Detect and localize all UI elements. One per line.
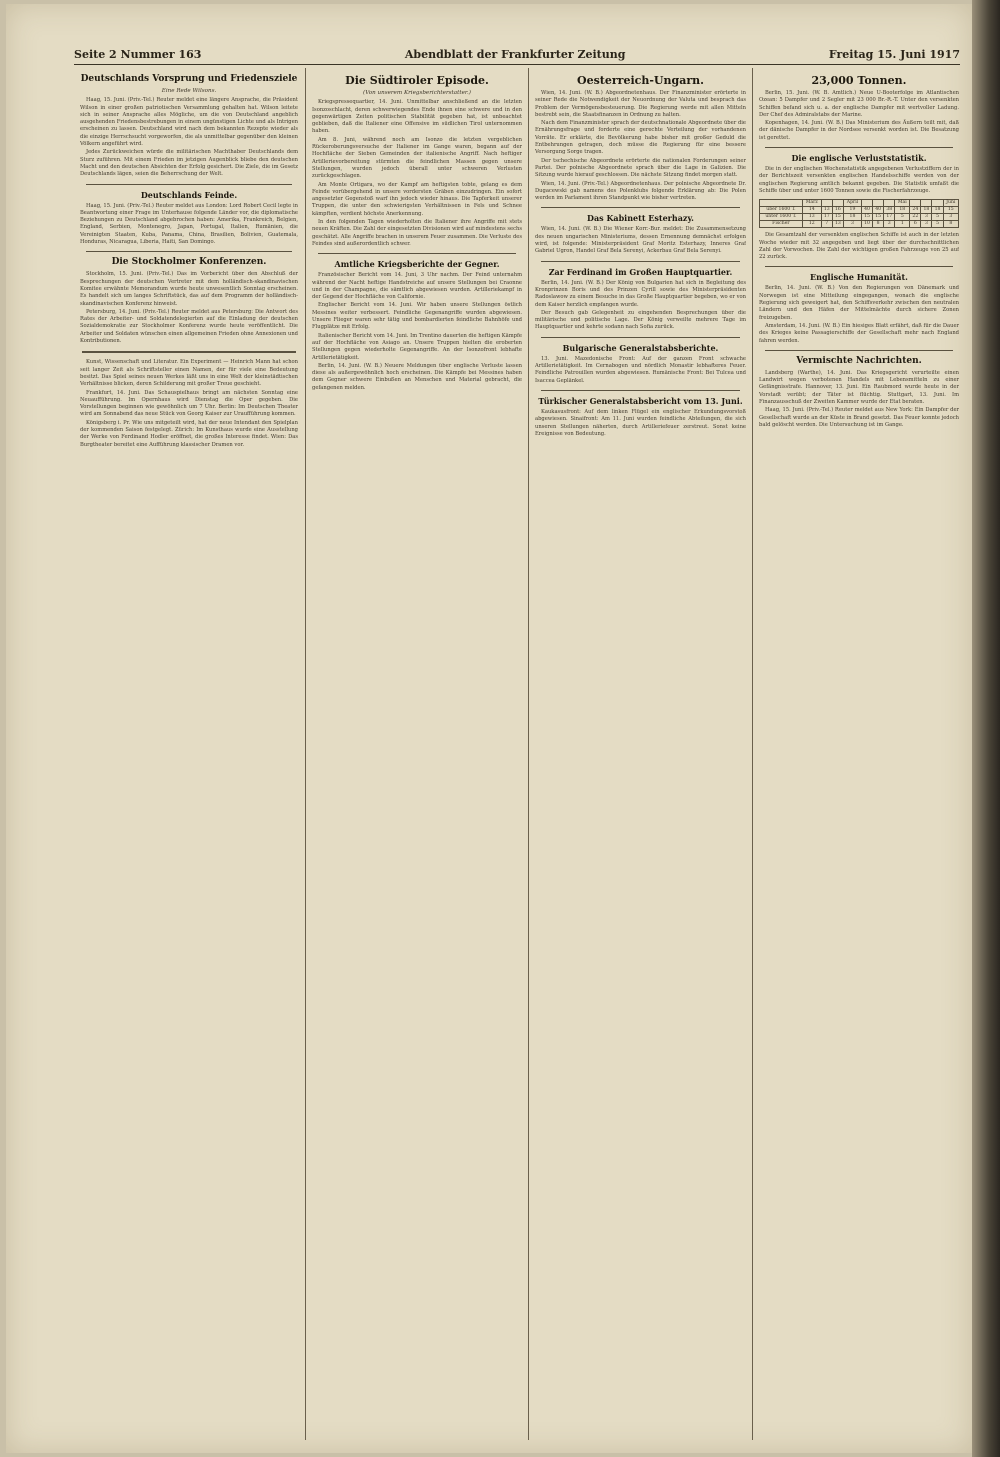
table-header-cell: [832, 200, 843, 207]
column-2: [312, 70, 522, 1440]
table-cell: 16: [832, 207, 843, 214]
header-page-number: Seite 2 Nummer 163: [74, 47, 202, 61]
table-cell: 13: [802, 214, 821, 221]
column-4: [759, 70, 959, 1440]
table-row: [760, 207, 959, 214]
article-paragraph: Am Monte Ortigara, wo der Kampf am heftigsten tobte, gelang es dem Feinde vorübergehend in unsere vordersten Gräben einzudringen. Ein sofort angesetzter Gegenstoß warf ihn jedoch wieder hinaus. Die Tapferkeit unserer Truppen, die unter den schwierigsten Verhältnissen in Fels und Schnee kämpften, verdient höchste Anerkennung.: [312, 181, 522, 217]
header-date: Freitag 15. Juni 1917: [828, 47, 960, 61]
article-paragraph: In den folgenden Tagen wiederholten die Italiener ihre Angriffe mit stets neuen Kräften. Die Zahl der eingesetzten Divisionen wird auf mindestens sechs geschätzt. Alle Angriffe brachen in unserem Feuer zusammen. Die Verluste des Feindes sind außerordentlich schwer.: [312, 219, 522, 247]
headline-feinde: Deutschlands Feinde.: [140, 189, 238, 200]
section-divider: [86, 184, 292, 185]
table-cell: Fischer: [760, 221, 803, 228]
table-cell: 17: [884, 214, 895, 221]
section-divider: [541, 337, 740, 338]
table-cell: 5: [932, 221, 943, 228]
column-rule: [528, 68, 529, 1440]
table-cell: 5: [895, 214, 910, 221]
table-cell: 1: [895, 221, 910, 228]
section-divider: [82, 351, 296, 353]
table-header-cell: [821, 200, 832, 207]
headline-vermischte: Vermischte Nachrichten.: [796, 355, 922, 366]
article-paragraph: Am 8. Juni, während noch am Isonzo die letzten vergeblichen Rückeroberungsversuche der Italiener im Gange waren, begann auf der Hochfläche der Sieben Gemeinden der italienische Angriff. Nach heftiger Artillerievorbereitung stürmten die feindlichen Massen gegen unsere Stellungen, wurden jedoch überall unter schweren Verlusten zurückgeschlagen.: [312, 136, 522, 180]
table-header-row: [760, 200, 959, 207]
subheadline-suedtirol: (Von unserem Kriegsberichterstatter.): [363, 90, 471, 96]
section-divider: [541, 207, 740, 208]
article-paragraph: Haag, 15. Juni. (Priv.-Tel.) Reuter meldet aus London: Lord Robert Cecil legte in Beantwortung einer Frage im Unterhause folgende Länder vor, die diplomatische Beziehungen zu Deutschland abgebrochen haben: Amerika, Frankreich, Belgien, England, Serbien, Montenegro, Japan, Portugal, Italien, Rumänien, die Vereinigten Staaten, Kuba, Panama, China, Brasilien, Bolivien, Guatemala, Honduras, Nicaragua, Liberia, Haiti, San Domingo.: [80, 202, 298, 246]
table-header-cell: März: [802, 200, 821, 207]
column-rule: [305, 68, 306, 1440]
table-cell: 17: [821, 214, 832, 221]
table-cell: 18: [921, 207, 932, 214]
table-cell: 10: [861, 221, 872, 228]
article-paragraph: Petersburg, 14. Juni. (Priv.-Tel.) Reuter meldet aus Petersburg: Die Antwort des Rates der Arbeiter- und Soldatendelegierten auf die Einladung der deutschen Sozialdemokratie zur Stockholmer Konferenz wurde heute veröffentlicht. Die Arbeiter und Soldaten wünschen einen allgemeinen Frieden ohne Annexionen und Kontributionen.: [80, 308, 298, 345]
table-cell: 3: [943, 214, 958, 221]
headline-humanitaet: Englische Humanität.: [810, 272, 908, 283]
headline-tuerkisch: Türkischer Generalstabsbericht vom 13. Juni.: [538, 395, 743, 406]
table-cell: 40: [861, 207, 872, 214]
article-paragraph: Kriegspressequartier, 14. Juni. Unmittelbar anschließend an die letzten Isonzoschlacht, deren schwerwiegendes Ende ihnen eine schwere und in den gegenwärtigen Zeiten politischen Stabilität gegeben hat, ist unbeachtet geblieben, daß die Italiener eine Offensive im südlichen Tirol unternommen haben.: [312, 99, 522, 135]
loss-statistics-table: [759, 199, 959, 228]
article-paragraph: Wien, 14. Juni. (Priv.-Tel.) Abgeordnetenhaus. Der polnische Abgeordnete Dr. Dugacewski gab namens des Polenklubs folgende Erklärung ab: Die Polen werden im Parlament ihren Standpunkt wie bisher vertreten.: [535, 180, 746, 202]
table-cell: 3: [921, 221, 932, 228]
subheadline-wilson: Eine Rede Wilsons.: [161, 88, 217, 94]
section-divider: [86, 251, 292, 252]
table-cell: 8: [943, 221, 958, 228]
table-cell: 8: [873, 221, 884, 228]
page-header: [74, 44, 960, 65]
table-cell: 18: [895, 207, 910, 214]
article-paragraph: Amsterdam, 14. Juni. (W. B.) Ein hiesiges Blatt erfährt, daß für die Dauer des Krieges keine Passagierschiffe der Gesellschaft mehr nach England fahren werden.: [759, 322, 959, 344]
table-header-cell: [884, 200, 895, 207]
table-header-cell: [921, 200, 932, 207]
table-cell: 5: [932, 214, 943, 221]
section-divider: [765, 266, 953, 267]
article-paragraph: Haag, 15. Juni. (Priv.-Tel.) Reuter meldet eine längere Ansprache, die Präsident Wilson in einer großen patriotischen Versammlung gehalten hat. Wilson leitete sich in seiner Ansprache alles Mögliche, um die von Deutschland angeblich ausgehenden Friedensbestrebungen in einem ungünstigen Lichte und als Intrigen erscheinen zu lassen. Deutschland wird nach dem bekannten Rezepte wieder als die einzige Herrschsucht vorgeworfen, die als unmittelbar gegenüber den kleinen Völkern angeführt wird.: [80, 97, 298, 148]
section-divider: [765, 350, 953, 351]
headline-oesterreich: Oesterreich-Ungarn.: [577, 74, 704, 87]
section-divider: [318, 253, 516, 254]
table-cell: 12: [802, 221, 821, 228]
table-cell: 14: [802, 207, 821, 214]
article-paragraph: Englischer Bericht vom 14. Juni. Wir haben unsere Stellungen östlich Messines weiter verbessert. Feindliche Gegenangriffe wurden abgewiesen. Unsere Flieger waren sehr tätig und bombardierten feindliche Bahnhöfe und Flugplätze mit Erfolg.: [312, 302, 522, 331]
article-paragraph: 13. Juni. Mazedonische Front: Auf der ganzen Front schwache Artillerietätigkeit. Im Cernabogen und nördlich Monastir lebhafteres Feuer. Feindliche Patrouillen wurden abgewiesen. Rumänische Front: Bei Tulcea und Isaccea Geplänkel.: [535, 355, 746, 384]
article-paragraph: Berlin, 14. Juni. (W. B.) Der König von Bulgarien hat sich in Begleitung des Kronprinzen Boris und des Prinzen Cyrill sowie des Ministerpräsidenten Radoslawow zu einem Besuche in das Große Hauptquartier begeben, wo er von dem Kaiser herzlich empfangen wurde.: [535, 279, 746, 308]
table-cell: 7: [821, 221, 832, 228]
article-paragraph: Haag, 15. Juni. (Priv.-Tel.) Reuter meldet aus New York: Ein Dampfer der Gesellschaft wurde an der Küste in Brand gesetzt. Das Feuer konnte jedoch bald gelöscht werden. Die Untersuchung ist im Gange.: [759, 407, 959, 428]
article-paragraph: Berlin, 14. Juni. (W. B.) Neuere Meldungen über englische Verluste lassen diese als außergewöhnlich hoch erscheinen. Die Kämpfe bei Messines haben dem Gegner schwere Einbußen an Menschen und Material gebracht, die gefangenen melden.: [312, 362, 522, 391]
article-paragraph: Der tschechische Abgeordnete erörterte die nationalen Forderungen seiner Partei. Der polnische Abgeordnete sprach über die Lage in Galizien. Die Sitzung wurde hierauf geschlossen. Die nächste Sitzung findet morgen statt.: [535, 157, 746, 179]
article-paragraph: Landsberg (Warthe), 14. Juni. Das Kriegsgericht verurteilte einen Landwirt wegen verbotenen Handels mit Lebensmitteln zu einer Gefängnisstrafe. Hannover, 13. Juni. Ein Raubmord wurde heute in der Vorstadt verübt; der Täter ist flüchtig. Stuttgart, 13. Juni. Im Finanzausschuß der Zweiten Kammer wurde der Etat beraten.: [759, 369, 959, 406]
header-masthead: Abendblatt der Frankfurter Zeitung: [404, 47, 626, 61]
table-cell: unter 1600 T.: [760, 214, 803, 221]
table-header-cell: April: [843, 200, 861, 207]
table-header-cell: Mai: [895, 200, 910, 207]
headline-kabinett: Das Kabinett Esterhazy.: [587, 213, 694, 224]
table-cell: 13: [821, 207, 832, 214]
article-paragraph: Wien, 14. Juni. (W. B.) Abgeordnetenhaus. Der Finanzminister erörterte in seiner Rede die Notwendigkeit der Neuordnung der Valuta und besprach das Problem der Vermögensbesteuerung. Die Regierung werde mit allen Mitteln bestrebt sein, die Staatsfinanzen in Ordnung zu halten.: [535, 90, 746, 118]
article-paragraph: Die in der englischen Wochenstatistik angegebenen Verlustziffern der in der Berichtszeit versenkten englischen Handelsschiffe werden von der englischen Regierung amtlich bekannt gegeben. Die Statistik umfaßt die Schiffe über und unter 1600 Tonnen sowie die Fischerfahrzeuge.: [759, 166, 959, 194]
table-header-cell: Juni: [943, 200, 958, 207]
table-cell: 15: [832, 214, 843, 221]
section-divider: [541, 390, 740, 391]
headline-verluststatistik: Die englische Verluststatistik.: [791, 153, 927, 164]
table-cell: 38: [884, 207, 895, 214]
book-spine: [972, 0, 1000, 1457]
table-header-cell: [861, 200, 872, 207]
table-cell: 15: [943, 207, 958, 214]
article-paragraph: Königsberg i. Pr. Wie uns mitgeteilt wird, hat der neue Intendant den Spielplan der kommenden Saison festgelegt. Zürich: Im Kunsthaus wurde eine Ausstellung der Werke von Ferdinand Hodler eröffnet, die großes Interesse findet. Wien: Das Burgtheater bereitet eine Aufführung klassischer Dramen vor.: [80, 419, 298, 448]
headline-tonnen: 23,000 Tonnen.: [811, 74, 907, 87]
article-paragraph: Kaukasusfront: Auf dem linken Flügel ein englischer Erkundungsvorstoß abgewiesen. Sinaifront: Am 11. Juni wurden feindliche Abteilungen, die sich unseren Stellungen näherten, durch Artilleriefeuer zerstreut. Sonst keine Ereignisse von Bedeutung.: [535, 408, 746, 437]
article-paragraph: Frankfurt, 14. Juni. Das Schauspielhaus bringt am nächsten Sonntag eine Neuaufführung. Im Opernhaus wird Dienstag die Oper gegeben. Die Vorstellungen beginnen wie gewöhnlich um 7 Uhr. Berlin: Im Deutschen Theater wird am Sonnabend das neue Stück von Georg Kaiser zur Uraufführung kommen.: [80, 389, 298, 418]
column-1: [80, 70, 298, 1440]
headline-suedtirol: Die Südtiroler Episode.: [345, 74, 489, 87]
table-cell: 22: [910, 214, 921, 221]
article-paragraph: Italienischer Bericht vom 14. Juni. Im Trentino dauerten die heftigen Kämpfe auf der Hochfläche von Asiago an. Unsere Truppen hielten die eroberten Stellungen gegen wiederholte Gegenangriffe. An der Isonzofront lebhafte Artillerietätigkeit.: [312, 332, 522, 361]
table-cell: 3: [884, 221, 895, 228]
article-paragraph: Französischer Bericht vom 14. Juni, 3 Uhr nachm. Der Feind unternahm während der Nacht heftige Handstreiche auf unsere Stellungen bei Craonne und in der Champagne, die sämtlich abgewiesen wurden. Artilleriekampf in der Gegend der Hochfläche von Californie.: [312, 272, 522, 301]
table-header-cell: [873, 200, 884, 207]
article-paragraph: Kunst, Wissenschaft und Literatur. Ein Experiment — Heinrich Mann hat schon seit langer Zeit als Schriftsteller einen Namen, der für viele eine Bedeutung besitzt. Das Spiel seines neuen Werkes läßt uns in eine Welt der kleinstädtischen Verhältnisse blicken, deren Schilderung mit großer Treue geschieht.: [80, 359, 298, 388]
table-row: [760, 221, 959, 228]
table-cell: 18: [843, 214, 861, 221]
article-paragraph: Die Gesamtzahl der versenkten englischen Schiffe ist auch in der letzten Woche wieder mit 32 angegeben und liegt über der durchschnittlichen Zahl der Vorwochen. Die Zahl der wichtigen großen Fahrzeuge von 25 auf 22 zurück.: [759, 232, 959, 261]
column-3: [535, 70, 746, 1440]
section-divider: [541, 261, 740, 262]
table-cell: 6: [910, 221, 921, 228]
table-cell: 3: [921, 214, 932, 221]
headline-ferdinand: Zar Ferdinand im Großen Hauptquartier.: [548, 266, 733, 277]
column-rule: [752, 68, 753, 1440]
table-cell: 18: [932, 207, 943, 214]
article-paragraph: Berlin, 14. Juni. (W. B.) Von den Regierungen von Dänemark und Norwegen ist eine Mitteilung eingegangen, wonach die englische Regierung sich geweigert hat, den Schiffsverkehr zwischen den neutralen Ländern und den Häfen der Mittelmächte durch sichere Zonen freizugeben.: [759, 285, 959, 321]
table-header-cell: [932, 200, 943, 207]
article-paragraph: Nach dem Finanzminister sprach der deutschnationale Abgeordnete über die Ernährungsfrage und forderte eine gerechte Verteilung der vorhandenen Vorräte. Er erklärte, die Bevölkerung habe bisher mit großer Geduld die Entbehrungen getragen, doch müsse die Regierung für eine bessere Versorgung Sorge tragen.: [535, 120, 746, 156]
table-header-cell: [760, 200, 803, 207]
article-paragraph: Berlin, 15. Juni. (W. B. Amtlich.) Neue U-Booterfolge im Atlantischen Ozean: 5 Dampfer und 2 Segler mit 23 000 Br.-R.-T. Unter den versenkten Schiffen befand sich u. a. der englische Dampfer mit wertvoller Ladung. Der Chef des Admiralstabs der Marine.: [759, 90, 959, 118]
section-divider: [765, 147, 953, 148]
table-cell: 40: [873, 207, 884, 214]
table-cell: 19: [843, 207, 861, 214]
article-paragraph: Stockholm, 15. Juni. (Priv.-Tel.) Das im Vorbericht über den Abschluß der Besprechungen der deutschen Vertreter mit dem holländisch-skandinavischen Komitee erwähnte Memorandum wurde heute unwesentlich Sonntag erscheinen. Es handelt sich um langes Schriftstück, das auf dem Programm der holländisch-skandinavischen Konferenz hinweist.: [80, 271, 298, 307]
headline-amtliche-berichte: Amtliche Kriegsberichte der Gegner.: [334, 259, 500, 270]
table-cell: 13: [832, 221, 843, 228]
headline-wilson: Deutschlands Vorsprung und Friedensziele: [80, 74, 298, 84]
article-paragraph: Wien, 14. Juni. (W. B.) Die Wiener Korr.-Bur. meldet: Die Zusammensetzung des neuen ungarischen Ministeriums, dessen Ernennung demnächst erfolgen wird, ist folgende: Ministerpräsident Graf Moritz Esterhazy, Inneres Graf Gabriel Ugron, Handel Graf Bela Serenyi, Ackerbau Graf Bela Serenyi.: [535, 226, 746, 255]
table-cell: 3: [843, 221, 861, 228]
table-cell: 24: [910, 207, 921, 214]
article-paragraph: Kopenhagen, 14. Juni. (W. B.) Das Ministerium des Äußern teilt mit, daß der dänische Dampfer in der Nordsee versenkt worden ist. Die Besatzung ist gerettet.: [759, 120, 959, 141]
headline-stockholm: Die Stockholmer Konferenzen.: [111, 257, 267, 268]
article-paragraph: Jedes Zurückweichen würde die militärischen Machthaber Deutschlands dem Sturz zuführen. Mit einem Frieden im jetzigen Augenblick bliebe den deutschen Macht und den deutschen Absichten der Erfolg gesichert. Die Ziele, die im Gesetz Deutschlands lägen, seien die Beherrschung der Welt.: [80, 149, 298, 178]
table-cell: 15: [873, 214, 884, 221]
table-row: [760, 214, 959, 221]
table-cell: 15: [861, 214, 872, 221]
table-header-cell: [910, 200, 921, 207]
table-cell: über 1600 T.: [760, 207, 803, 214]
headline-bulgarisch: Bulgarische Generalstabsberichte.: [562, 342, 719, 353]
article-paragraph: Der Besuch gab Gelegenheit zu eingehenden Besprechungen über die militärische und politische Lage. Der König verweilte mehrere Tage im Hauptquartier und kehrte sodann nach Sofia zurück.: [535, 309, 746, 331]
